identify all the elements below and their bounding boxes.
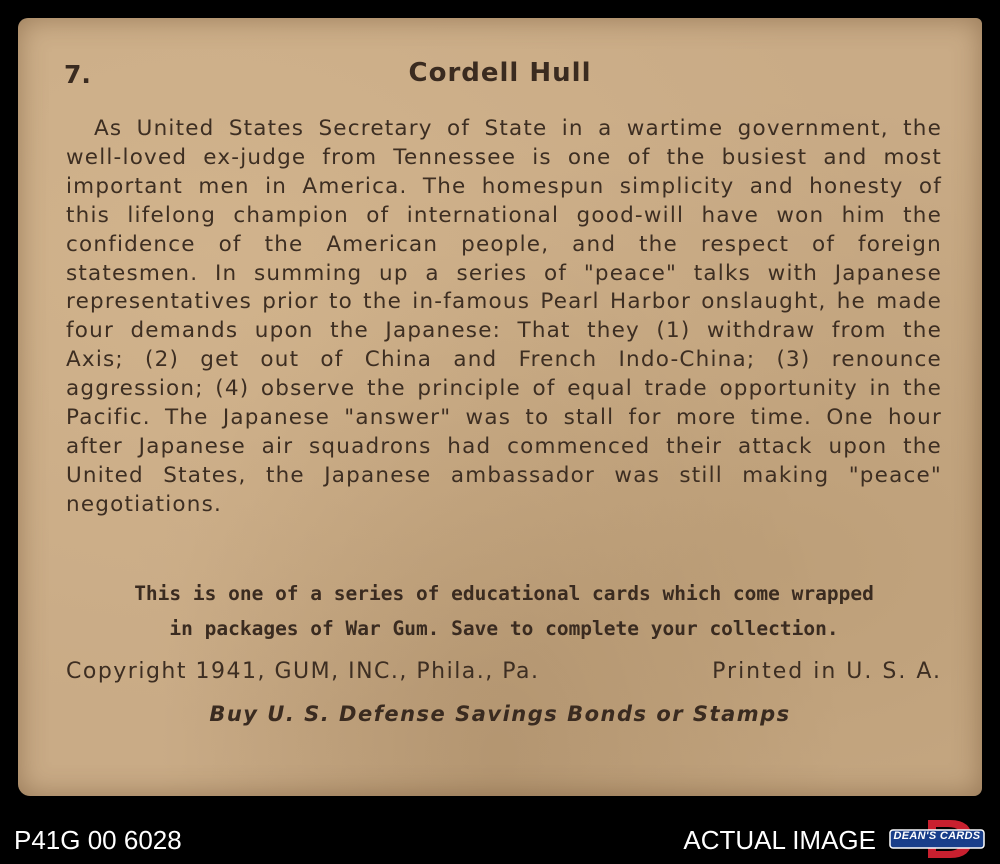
deans-cards-logo [888, 818, 986, 860]
series-note-line-2: in packages of War Gum. Save to complete your collection. [169, 617, 839, 640]
defense-bonds-line: Buy U. S. Defense Savings Bonds or Stamps [209, 702, 791, 726]
card-number: 7. [64, 60, 91, 89]
actual-image-caption: ACTUAL IMAGE [683, 825, 876, 855]
logo-text: DEAN'S CARDS [893, 830, 981, 842]
trading-card-back [18, 18, 982, 796]
series-note-line-1: This is one of a series of educational cards which come wrapped [134, 582, 874, 605]
copyright-line: Copyright 1941, GUM, INC., Phila., Pa. [66, 659, 540, 684]
card-title: Cordell Hull [408, 58, 592, 88]
card-body-text: As United States Secretary of State in a wartime government, the well-loved ex-judge from Tennessee is one of the busiest and most important men in America. The homespun simplicity and honesty of this lifelong champion of international good-will have won him the confidence of the American people, and the respect of foreign statesmen. In summing up a series of "peace" talks with Japanese representatives prior to the in-famous Pearl Harbor onslaught, he made four demands upon the Japanese: That they (1) withdraw from the Axis; (2) get out of China and French Indo-China; (3) renounce aggression; (4) observe the principle of equal trade opportunity in the Pacific. The Japanese "answer" was to stall for more time. One hour after Japanese air squadrons had commenced their attack upon the United States, the Japanese ambassador was still making "peace" negotiations. [66, 116, 942, 517]
series-note [66, 576, 942, 646]
printed-in-line: Printed in U. S. A. [712, 659, 942, 684]
item-code-caption: P41G 00 6028 [14, 825, 182, 855]
